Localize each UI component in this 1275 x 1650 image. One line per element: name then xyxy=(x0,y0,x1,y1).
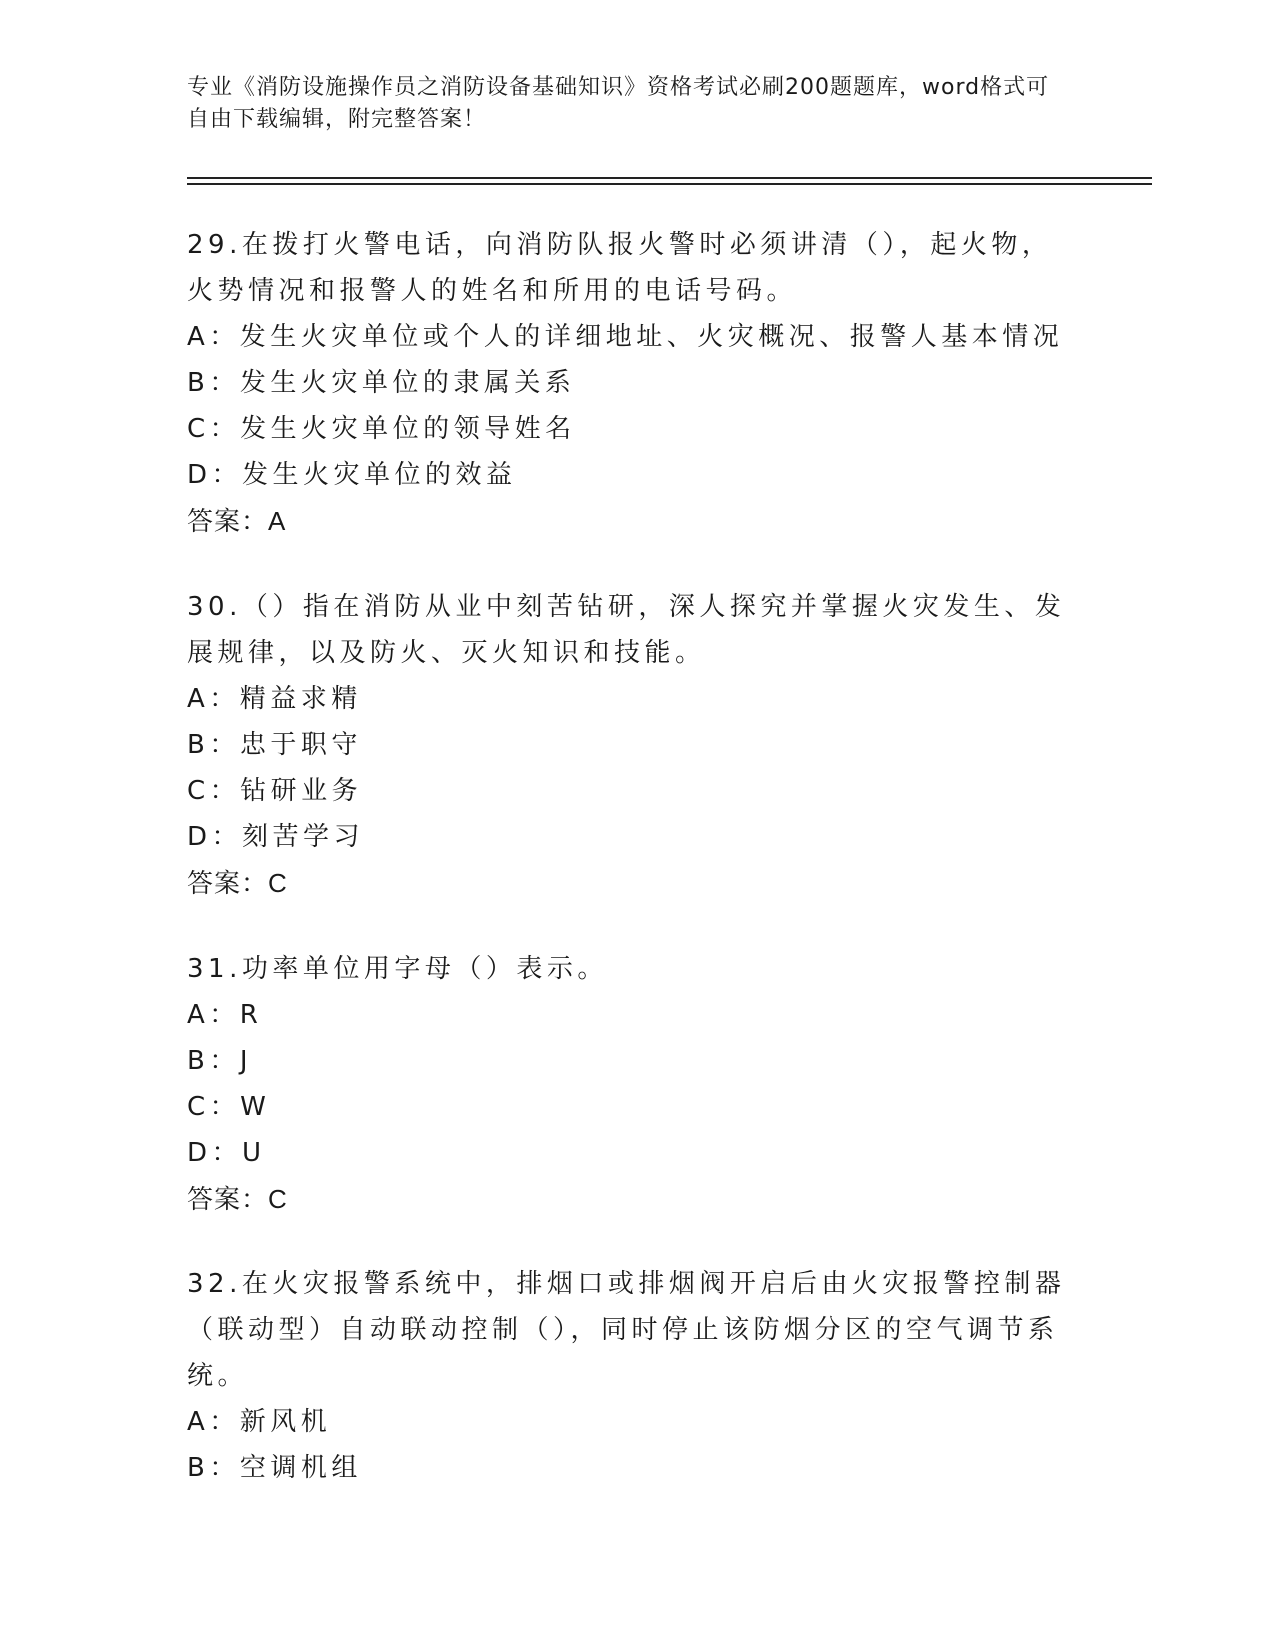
question-31 xyxy=(187,946,1087,1222)
option-d: D：发生火灾单位的效益 xyxy=(187,460,517,490)
option-d: D：刻苦学习 xyxy=(187,822,365,852)
option-c: C：钻研业务 xyxy=(187,776,363,806)
question-text: 29.在拨打火警电话，向消防队报火警时必须讲清（），起火物，火势情况和报警人的姓名和所用的电话号码。 xyxy=(187,230,1053,306)
question-text: 31.功率单位用字母（）表示。 xyxy=(187,954,608,984)
option-b: B：忠于职守 xyxy=(187,730,362,760)
option-b: B：J xyxy=(187,1046,253,1076)
option-d: D：U xyxy=(187,1138,266,1168)
question-32 xyxy=(187,1261,1087,1491)
document-header: 专业《消防设施操作员之消防设备基础知识》资格考试必刷200题题库，word格式可自由下载编辑，附完整答案！ xyxy=(187,75,1050,132)
option-a: A：R xyxy=(187,1000,263,1030)
option-b: B：发生火灾单位的隶属关系 xyxy=(187,368,576,398)
answer: 答案：C xyxy=(187,868,288,898)
header-divider-top xyxy=(187,177,1152,179)
option-a: A：发生火灾单位或个人的详细地址、火灾概况、报警人基本情况 xyxy=(187,322,1064,352)
option-c: C：W xyxy=(187,1092,271,1122)
answer: 答案：C xyxy=(187,1184,288,1214)
question-text: 30.（）指在消防从业中刻苦钻研，深人探究并掌握火灾发生、发展规律，以及防火、灭火知识和技能。 xyxy=(187,592,1066,668)
answer: 答案：A xyxy=(187,506,287,536)
option-c: C：发生火灾单位的领导姓名 xyxy=(187,414,576,444)
question-29 xyxy=(187,222,1087,544)
header-divider-bottom xyxy=(187,183,1152,185)
option-b: B：空调机组 xyxy=(187,1453,362,1483)
option-a: A：新风机 xyxy=(187,1407,332,1437)
option-a: A：精益求精 xyxy=(187,684,362,714)
question-text: 32.在火灾报警系统中，排烟口或排烟阀开启后由火灾报警控制器（联动型）自动联动控制（），同时停止该防烟分区的空气调节系统。 xyxy=(187,1269,1066,1391)
question-30 xyxy=(187,584,1087,906)
